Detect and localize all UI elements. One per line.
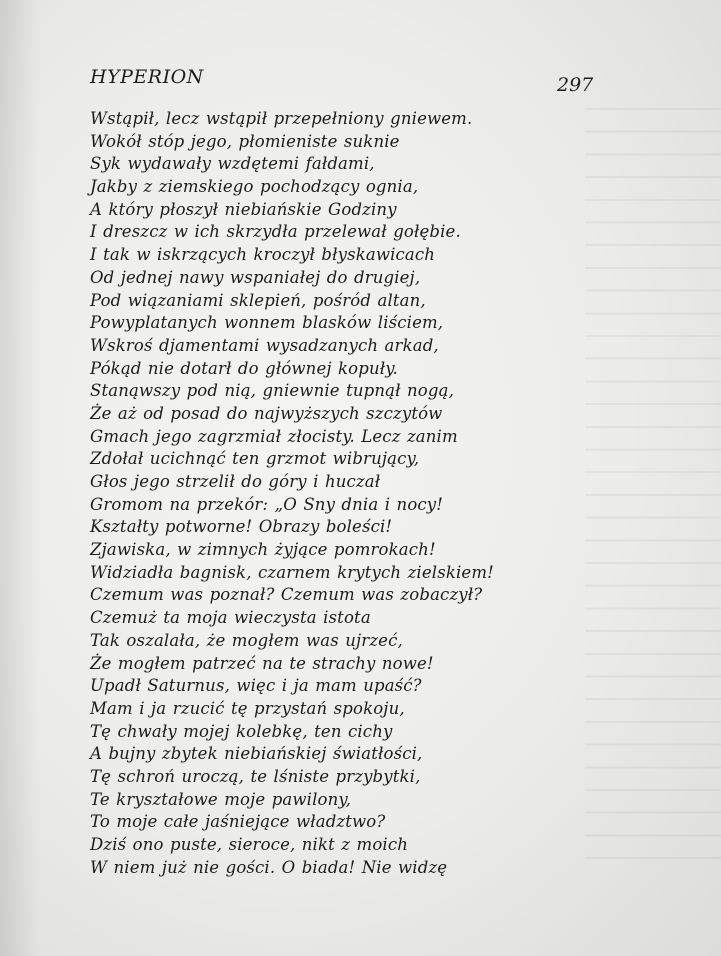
poem-line: Powyplatanych wonnem blasków liściem, [90,313,444,333]
poem-line: Wstąpił, lecz wstąpił przepełniony gniewem. [90,109,473,128]
poem-line: Widziadła bagnisk, czarnem krytych zielskiem! [90,562,494,582]
poem-line: Upadł Saturnus, więc i ja mam upaść? [90,676,422,696]
poem-line: To moje całe jaśniejące władztwo? [90,812,386,832]
poem-line: A który płoszył niebiańskie Godziny [90,199,397,219]
poem-line: Że aż od posad do najwyższych szczytów [90,403,443,423]
poem-line: Syk wydawały wzdętemi fałdami, [90,154,375,174]
poem-line: Tę chwały mojej kolebkę, ten cichy [90,721,393,741]
poem-line: Stanąwszy pod nią, gniewnie tupnął nogą, [90,381,454,401]
poem-text [90,108,560,879]
poem-line: Tak oszalała, że mogłem was ujrzeć, [90,630,403,650]
poem-line: Mam i ja rzucić tę przystań spokoju, [90,698,405,718]
poem-line: Wokół stóp jego, płomieniste suknie [90,131,400,151]
poem-line: Gmach jego zagrzmiał złocisty. Lecz zanim [90,426,458,446]
poem-line: A bujny zbytek niebiańskiej światłości, [90,744,423,764]
poem-line: Od jednej nawy wspaniałej do drugiej, [90,267,421,287]
poem-line: Głos jego strzelił do góry i huczał [90,472,381,491]
poem-line: Pókąd nie dotarł do głównej kopuły. [90,358,398,378]
poem-line: I tak w iskrzących kroczył błyskawicach [90,245,436,265]
poem-line: Gromom na przekór: „O Sny dnia i nocy! [90,494,444,514]
poem-line: Zdołał ucichnąć ten grzmot wibrujący, [90,449,420,469]
poem-line: Wskroś djamentami wysadzanych arkad, [90,335,439,355]
page-number: 297 [557,74,594,96]
poem-line: Pod wiązaniami sklepień, pośród altan, [90,290,426,310]
poem-line: I dreszcz w ich skrzydła przelewał gołębie. [90,222,461,242]
bleed-through-text [585,108,721,868]
poem-line: Dziś ono puste, sieroce, nikt z moich [90,835,409,854]
poem-line: Jakby z ziemskiego pochodzący ognia, [90,177,419,197]
poem-line: Czemum was poznał? Czemum was zobaczył? [90,585,483,605]
poem-line: Te kryształowe moje pawilony, [90,789,352,809]
poem-line: Zjawiska, w zimnych żyjące pomrokach! [90,540,436,560]
poem-line: Że mogłem patrzeć na te strachy nowe! [90,653,434,673]
poem-line: Kształty potworne! Obrazy boleści! [90,517,393,537]
poem-line: Tę schroń uroczą, te lśniste przybytki, [90,766,421,786]
gutter-shadow [0,0,40,956]
running-title: HYPERION [90,66,204,88]
poem-line: W niem już nie gości. O biada! Nie widzę [90,857,448,877]
poem-line: Czemuż ta moja wieczysta istota [90,608,371,628]
